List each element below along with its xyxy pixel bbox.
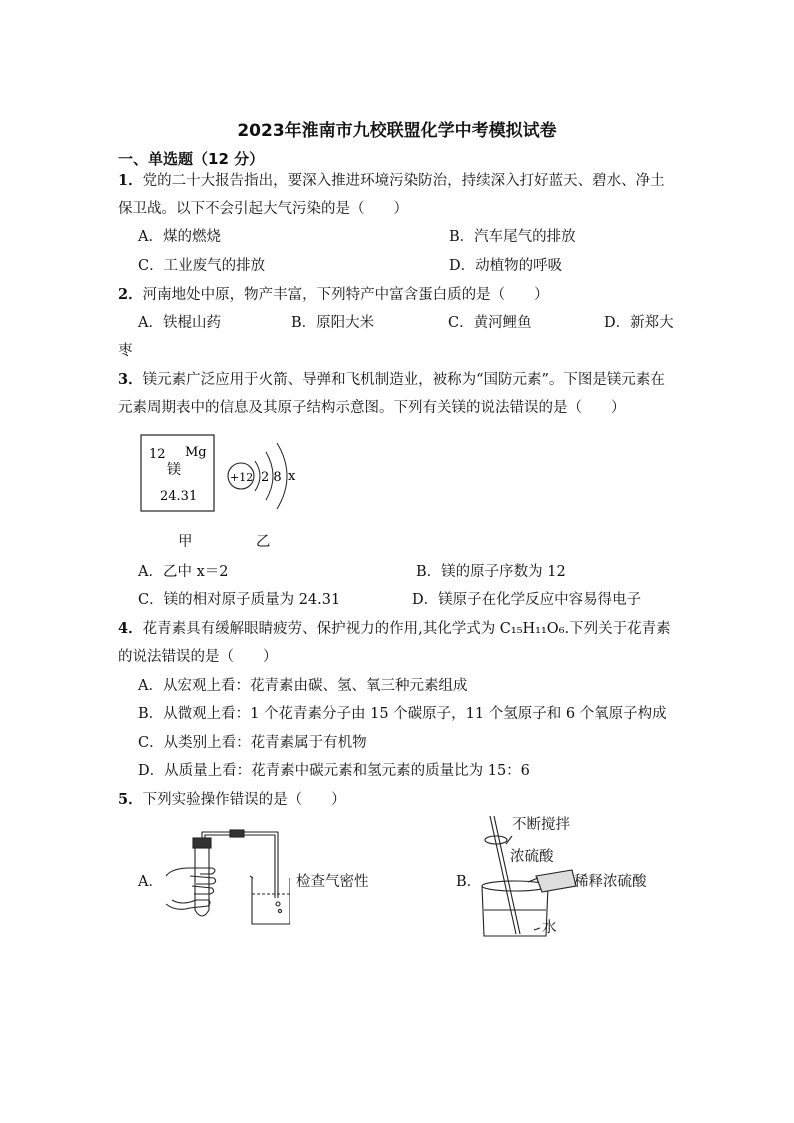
option-a: A．从宏观上看：花青素由碳、氢、氧三种元素组成 (138, 678, 468, 694)
question-5 (118, 791, 346, 809)
option-d: D．从质量上看：花青素中碳元素和氢元素的质量比为 15：6 (138, 763, 530, 779)
water-label: 水 (542, 920, 557, 936)
bubble (276, 902, 280, 906)
question-number: 2． (118, 286, 143, 303)
question-number: 1． (118, 172, 143, 189)
bubble (278, 909, 281, 912)
airtightness-apparatus (160, 828, 290, 928)
option-b: B．镁的原子序数为 12 (416, 564, 566, 580)
question-text: 花青素具有缓解眼睛疲劳、保护视力的作用,其化学式为 C₁₅H₁₁O₆.下列关于花青素 (142, 621, 671, 637)
question-text-cont: 元素周期表中的信息及其原子结构示意图。下列有关镁的说法错误的是（ ） (118, 400, 626, 416)
question-4 (118, 620, 671, 638)
apparatus-label-a: 检查气密性 (296, 874, 369, 890)
element-name: 镁 (167, 462, 181, 478)
option-b: B． (456, 874, 482, 890)
question-text: 党的二十大报告指出，要深入推进环境污染防治，持续深入打好蓝天、碧水、净土 (142, 173, 665, 189)
option-d-cont: 枣 (118, 343, 133, 359)
atomic-mass: 24.31 (160, 489, 198, 504)
beaker (252, 878, 290, 924)
leader-line (534, 928, 540, 930)
delivery-tube-outer (202, 832, 278, 898)
nucleus-charge: +12 (230, 471, 254, 484)
question-number: 3． (118, 371, 143, 388)
stir-label: 不断搅拌 (512, 817, 570, 833)
hand (166, 868, 216, 909)
question-2 (118, 286, 549, 304)
atom-structure-figure (222, 430, 312, 520)
option-b: B．汽车尾气的排放 (449, 229, 576, 245)
shell-electrons: 2 8 (261, 470, 282, 485)
section-heading: 一、单选题（12 分） (118, 150, 265, 168)
option-d: D．镁原子在化学反应中容易得电子 (412, 592, 642, 608)
question-text-cont: 的说法错误的是（ ） (118, 649, 278, 665)
question-3 (118, 371, 665, 389)
question-number: 4． (118, 620, 143, 637)
atomic-number: 12 (149, 447, 166, 462)
element-symbol: Mg (185, 445, 207, 460)
acid-bottle (536, 870, 576, 892)
outer-electrons: x (288, 469, 296, 484)
option-c: C．工业废气的排放 (138, 258, 266, 274)
option-a: A． (138, 874, 163, 890)
figure-label-b: 乙 (256, 534, 271, 550)
electron-shell-1 (255, 461, 260, 491)
option-d: D．新郑大 (604, 315, 674, 331)
figure-label-a: 甲 (178, 534, 193, 550)
option-b: B．原阳大米 (291, 315, 375, 331)
option-c: C．黄河鲤鱼 (448, 315, 532, 331)
test-tube (195, 842, 209, 916)
acid-label: 浓硫酸 (510, 849, 554, 865)
element-tile-figure (140, 434, 216, 514)
option-a: A．乙中 x＝2 (138, 564, 229, 580)
option-a: A．煤的燃烧 (138, 229, 221, 245)
question-1 (118, 172, 665, 190)
rubber-stopper (193, 838, 211, 848)
page-title: 2023年淮南市九校联盟化学中考模拟试卷 (237, 121, 557, 141)
question-number: 5． (118, 791, 143, 808)
option-c: C．从类别上看：花青素属于有机物 (138, 735, 367, 751)
option-b: B．从微观上看：1 个花青素分子由 15 个碳原子，11 个氢原子和 6 个氧原子构成 (138, 706, 667, 722)
tube-connector (230, 830, 244, 837)
option-c: C．镁的相对原子质量为 24.31 (138, 592, 341, 608)
question-text: 下列实验操作错误的是（ ） (142, 792, 346, 808)
apparatus-label-b: 稀释浓硫酸 (574, 874, 647, 890)
question-text: 镁元素广泛应用于火箭、导弹和飞机制造业，被称为“国防元素”。下图是镁元素在 (142, 372, 665, 388)
question-text-cont: 保卫战。以下不会引起大气污染的是（ ） (118, 201, 408, 217)
delivery-tube-inner (205, 835, 275, 898)
beaker-spout (250, 876, 253, 878)
question-text: 河南地处中原，物产丰富，下列特产中富含蛋白质的是（ ） (142, 287, 549, 303)
option-d: D．动植物的呼吸 (449, 258, 563, 274)
option-a: A．铁棍山药 (138, 315, 221, 331)
